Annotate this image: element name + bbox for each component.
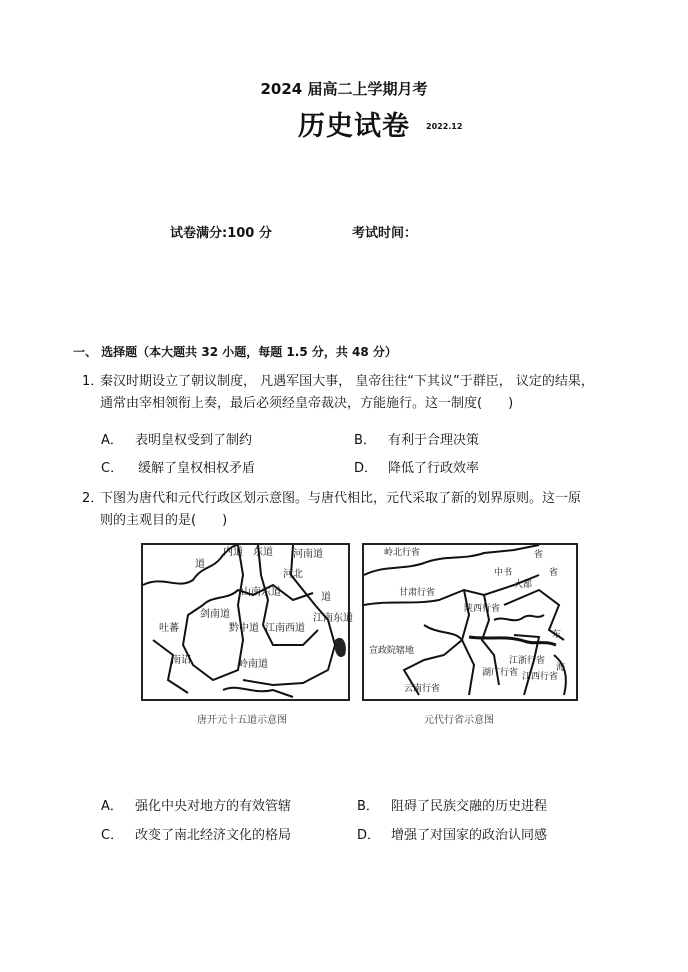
tang-label: 江南东道 (313, 613, 353, 624)
option-text: 改变了南北经济文化的格局 (135, 828, 292, 843)
yuan-label: 宣政院辖地 (369, 646, 415, 656)
q1-option-b[interactable] (354, 429, 479, 448)
tang-map-drawing (143, 545, 353, 699)
yuan-label: 岭北行省 (384, 548, 421, 558)
option-letter: C． (101, 828, 124, 843)
yuan-map-drawing (364, 545, 576, 699)
tang-label: 河南道 (293, 549, 323, 560)
exam-title: 历史试卷 (298, 111, 410, 142)
yuan-label: 海 (556, 663, 566, 673)
option-text: 阻碍了民族交融的历史进程 (391, 799, 548, 814)
yuan-label: 东 (552, 630, 562, 640)
yuan-label: 江浙行省 (509, 656, 546, 666)
tang-label: 东道 (253, 547, 273, 558)
yuan-map-caption: 元代行省示意图 (424, 715, 494, 726)
q2-option-d[interactable] (357, 824, 547, 843)
question-1-line-1: 秦汉时期设立了朝议制度， 凡遇军国大事， 皇帝往往“下其议”于群臣， 议定的结果， (100, 374, 594, 389)
question-2-number: 2． (82, 491, 104, 506)
tang-label: 道 (195, 559, 205, 570)
q1-option-a[interactable] (101, 429, 252, 448)
option-letter: C． (101, 461, 124, 476)
option-letter: D． (354, 461, 378, 476)
q2-option-b[interactable] (357, 795, 547, 814)
option-letter: A． (101, 433, 123, 448)
tang-map (141, 543, 353, 701)
yuan-label: 湖广行省 (482, 668, 519, 678)
question-1-line-2: 通常由宰相领衔上奏，最后必须经皇帝裁决，方能施行。这一制度( ) (100, 396, 514, 411)
option-text: 增强了对国家的政治认同感 (391, 828, 548, 843)
option-letter: B． (354, 433, 376, 448)
tang-label: 岭南道 (238, 659, 268, 670)
tang-label: 吐蕃 (159, 623, 179, 634)
option-text: 降低了行政效率 (388, 461, 480, 476)
yuan-label: 陕西行省 (464, 604, 501, 614)
q2-option-c[interactable] (101, 824, 291, 843)
exam-header: 2024 届高二上学期月考 (260, 80, 428, 98)
yuan-label: 省 (549, 568, 559, 578)
question-1-number: 1． (82, 374, 104, 389)
tang-label: 江南西道 (265, 623, 305, 634)
option-letter: B． (357, 799, 379, 814)
tang-map-caption: 唐开元十五道示意图 (197, 715, 287, 726)
tang-label: 剑南道 (200, 609, 230, 620)
q1-option-c[interactable] (101, 457, 255, 476)
yuan-label: 江西行省 (522, 672, 559, 682)
question-2-line-2: 则的主观目的是( ) (100, 513, 228, 528)
option-letter: D． (357, 828, 381, 843)
option-text: 强化中央对地方的有效管辖 (135, 799, 292, 814)
tang-label: 南诏 (171, 655, 191, 666)
score-label: 试卷满分:100 分 (170, 226, 272, 241)
yuan-label: 大都 (514, 580, 533, 590)
tang-coast-line (223, 688, 293, 697)
tang-label: 内道 (223, 547, 243, 558)
q2-option-a[interactable] (101, 795, 291, 814)
tang-label: 道 (321, 592, 331, 603)
option-text: 有利于合理决策 (388, 433, 480, 448)
section-title: 一、 选择题（本大题共 32 小题，每题 1.5 分，共 48 分） (73, 345, 397, 359)
option-letter: A． (101, 799, 123, 814)
tang-island (335, 638, 346, 657)
yuan-label: 云南行省 (404, 684, 441, 694)
tang-border-line (153, 640, 188, 693)
option-text: 表明皇权受到了制约 (135, 433, 253, 448)
question-2-line-1: 下图为唐代和元代行政区划示意图。与唐代相比，元代采取了新的划界原则。这一原 (100, 491, 582, 506)
tang-label: 黔中道 (229, 623, 259, 634)
exam-date: 2022.12 (426, 122, 463, 131)
yuan-label: 甘肃行省 (399, 588, 436, 598)
q1-option-d[interactable] (354, 457, 479, 476)
yuan-label: 中书 (494, 568, 513, 578)
option-text: 缓解了皇权相权矛盾 (138, 461, 256, 476)
yuan-map (362, 543, 578, 701)
tang-label: 河北 (283, 569, 303, 580)
yuan-label: 省 (534, 550, 544, 560)
yuan-river-line (494, 615, 544, 620)
time-label: 考试时间： (352, 226, 418, 241)
tang-label: 山南东道 (241, 587, 281, 598)
